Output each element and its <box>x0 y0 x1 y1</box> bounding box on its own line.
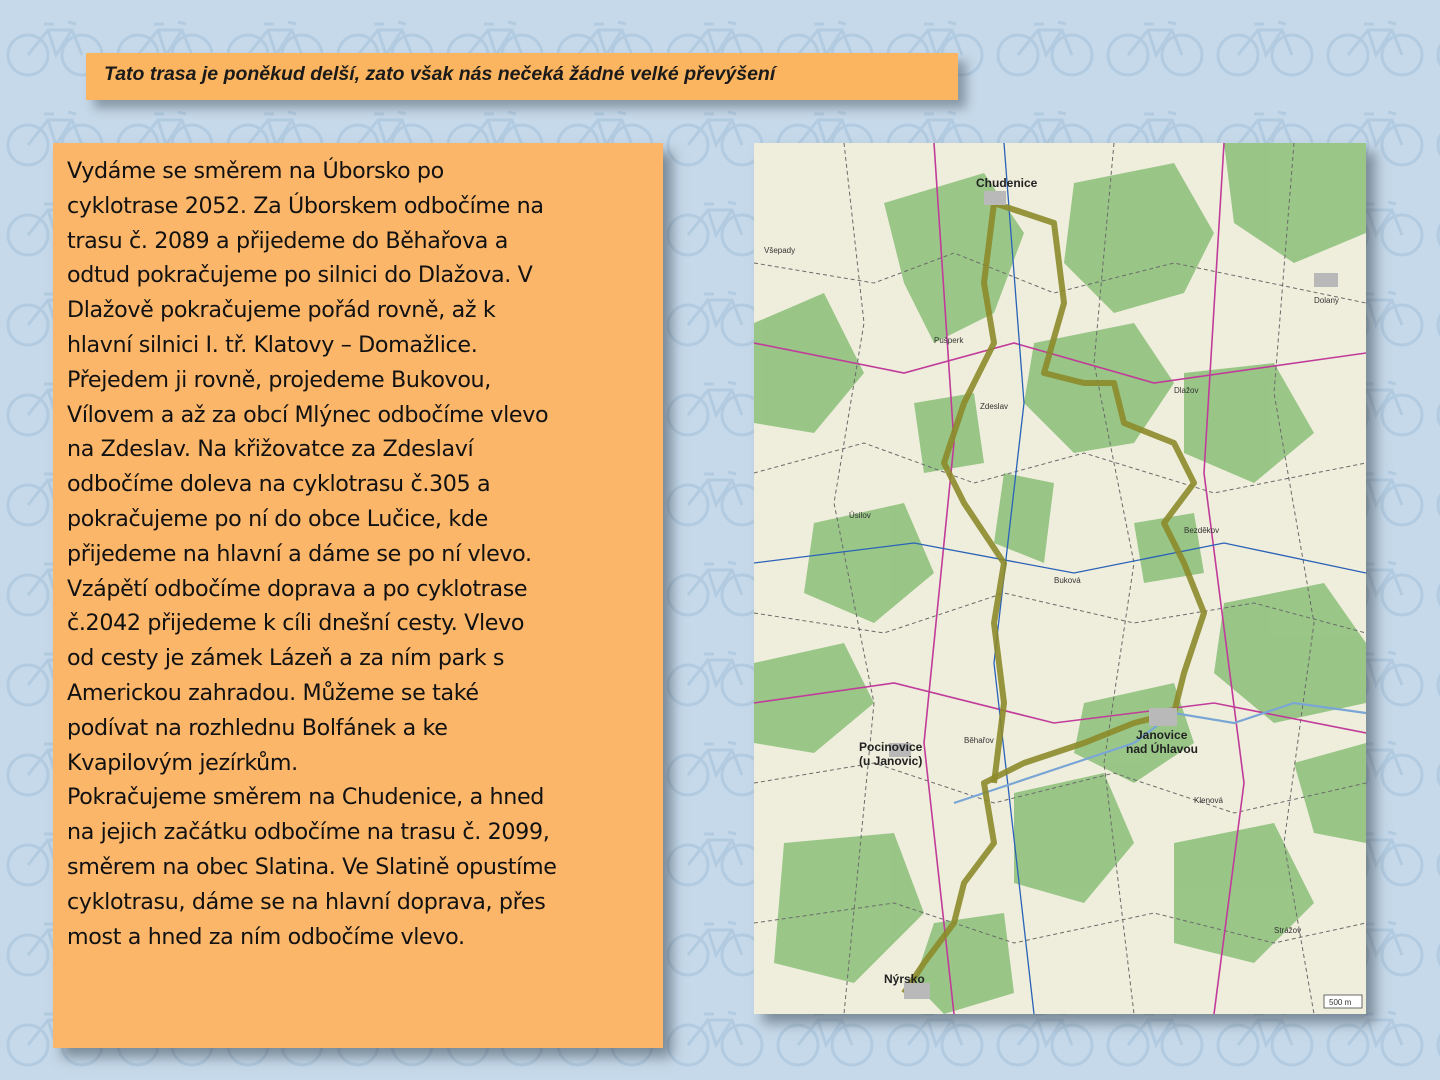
description-line: Kvapilovým jezírkům. <box>67 749 298 776</box>
map-scale <box>1324 995 1362 1008</box>
map-scale-label: 500 m <box>1329 998 1352 1007</box>
map-label-klenova: Klenová <box>1194 796 1223 805</box>
map-label-nyrsko: Nýrsko <box>884 972 925 986</box>
description-line: Americkou zahradou. Můžeme se také <box>67 679 479 706</box>
description-line: odbočíme doleva na cyklotrasu č.305 a <box>67 471 491 498</box>
map-label-nad-uhlavou: nad Úhlavou <box>1126 742 1199 756</box>
description-line: hlavní silnici I. tř. Klatovy – Domažlice. <box>67 331 478 358</box>
map-label-bezdekov: Bezděkov <box>1184 526 1220 535</box>
map-label-zdeslav: Zdeslav <box>980 402 1009 411</box>
map-label-bukova: Buková <box>1054 576 1081 585</box>
map-label-pocinovice: Pocinovice <box>859 740 923 754</box>
title-banner <box>86 53 958 100</box>
description-line: cyklotrasu, dáme se na hlavní doprava, přes <box>67 888 546 915</box>
description-line: pokračujeme po ní do obce Lučice, kde <box>67 505 488 532</box>
description-line: směrem na obec Slatina. Ve Slatině opustíme <box>67 853 557 880</box>
description-line: trasu č. 2089 a přijedeme do Běhařova a <box>67 227 508 254</box>
description-line: odtud pokračujeme po silnici do Dlažova. V <box>67 262 533 289</box>
map-label-janovice: Janovice <box>1136 728 1188 742</box>
map-label-chudenice: Chudenice <box>976 176 1038 190</box>
map-label-dlazov: Dlažov <box>1174 386 1199 395</box>
description-line: cyklotrase 2052. Za Úborskem odbočíme na <box>67 192 544 219</box>
description-line: Dlažově pokračujeme pořád rovně, až k <box>67 297 496 324</box>
description-line: Pokračujeme směrem na Chudenice, a hned <box>67 784 544 811</box>
description-line: most a hned za ním odbočíme vlevo. <box>67 923 465 950</box>
map-label-pusperk: Pušperk <box>934 336 964 345</box>
description-line: Vzápětí odbočíme doprava a po cyklotrase <box>67 575 528 602</box>
route-description-panel <box>53 143 663 1048</box>
route-map <box>754 143 1366 1014</box>
description-line: Vydáme se směrem na Úborsko po <box>67 158 444 184</box>
description-line: přijedeme na hlavní a dáme se po ní vlevo. <box>67 540 532 567</box>
description-line: na Zdeslav. Na křižovatce za Zdeslaví <box>67 436 474 463</box>
description-line: č.2042 přijedeme k cíli dnešní cesty. Vlevo <box>67 610 525 637</box>
map-label-u-janovic: (u Janovic) <box>859 754 923 768</box>
map-label-usilov: Úsilov <box>849 511 871 520</box>
description-line: Přejedem ji rovně, projedeme Bukovou, <box>67 366 491 393</box>
map-label-beharov: Běhařov <box>964 736 994 745</box>
map-label-vsepady: Všepady <box>764 246 796 255</box>
description-line: Vílovem a až za obcí Mlýnec odbočíme vlevo <box>67 401 549 428</box>
page-title: Tato trasa je poněkud delší, zato však nás nečeká žádné velké převýšení <box>104 63 776 85</box>
map-label-strazov: Strážov <box>1274 926 1302 935</box>
description-line: podívat na rozhlednu Bolfánek a ke <box>67 714 448 741</box>
description-line: od cesty je zámek Lázeň a za ním park s <box>67 645 505 672</box>
description-line: na jejich začátku odbočíme na trasu č. 2099, <box>67 819 550 846</box>
map-label-dolany: Dolany <box>1314 296 1339 305</box>
